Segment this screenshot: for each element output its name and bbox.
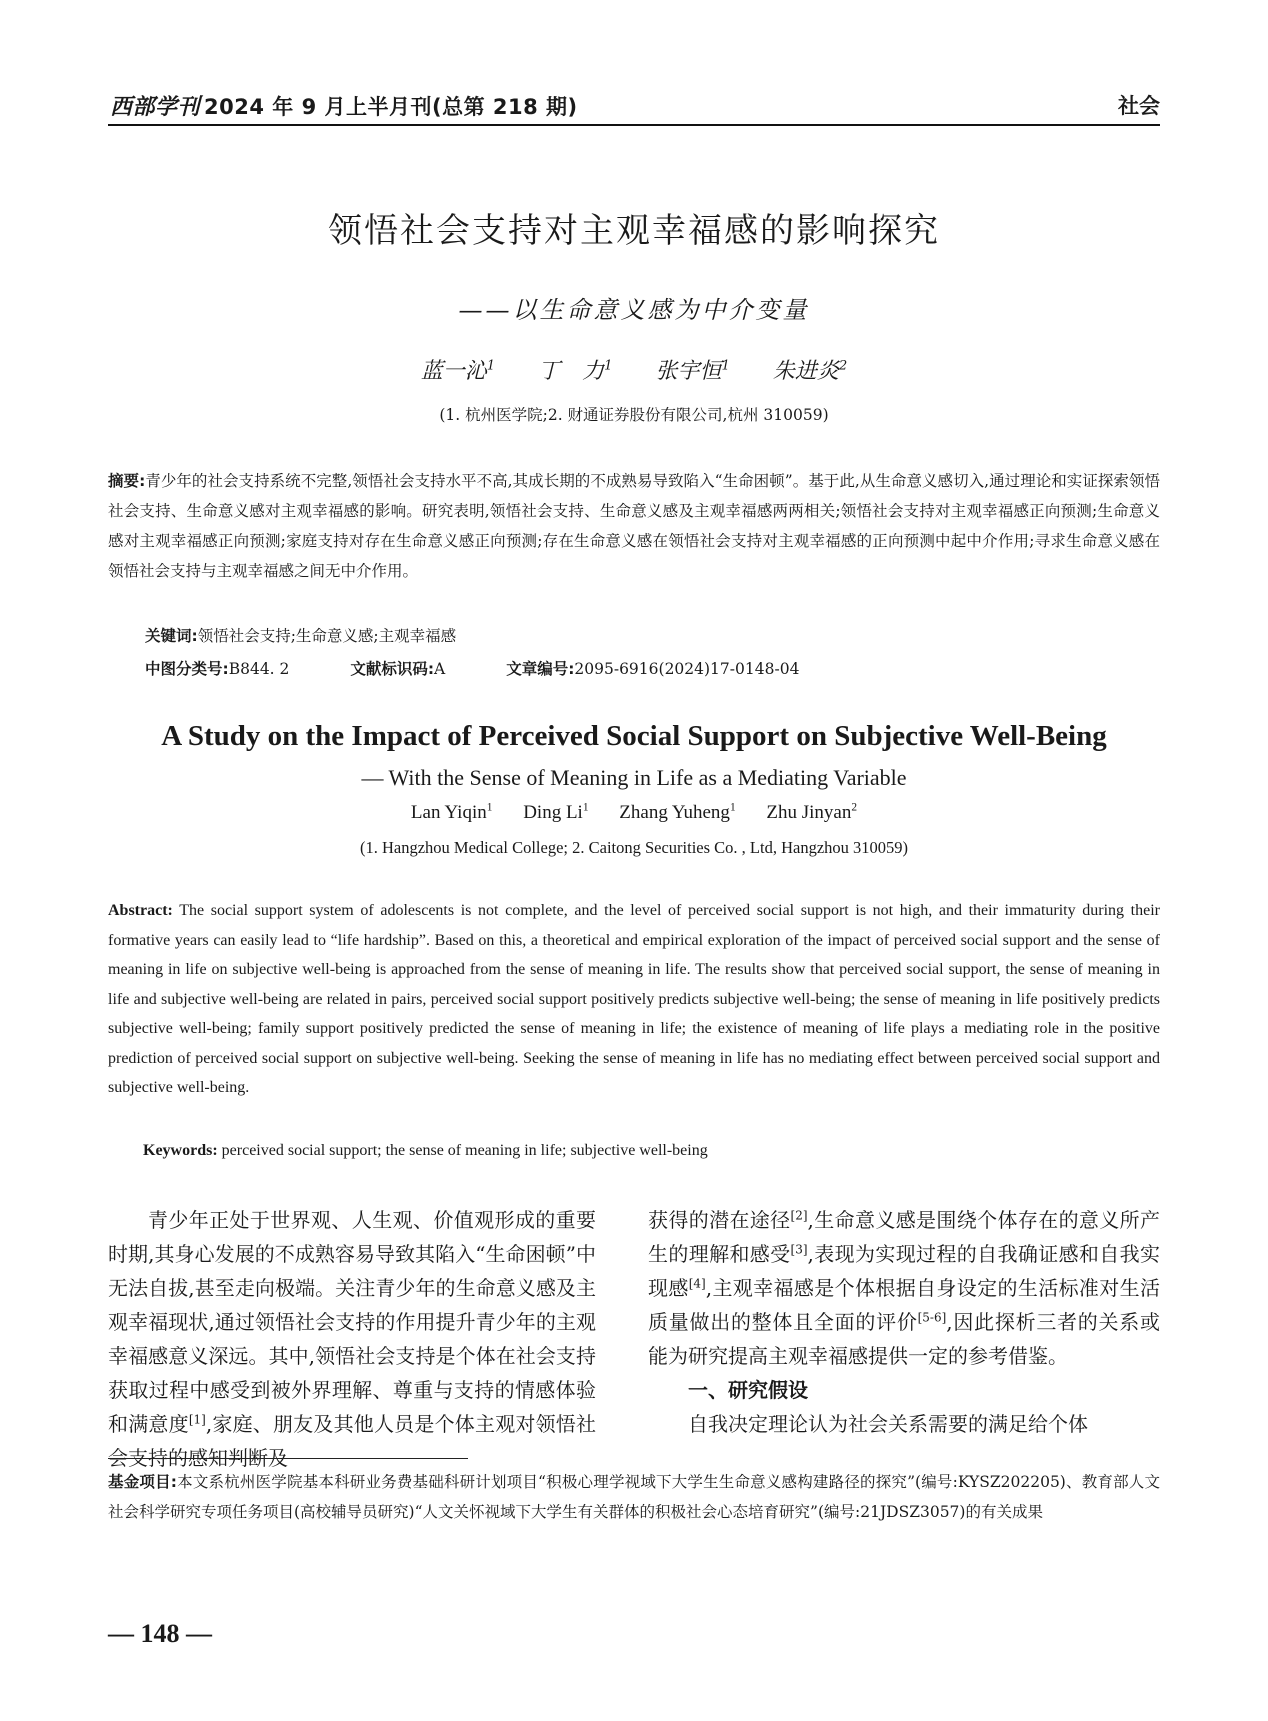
section-heading: 一、研究假设 [688, 1378, 808, 1402]
keywords-cn-label: 关键词: [145, 627, 198, 645]
body-paragraph: 获得的潜在途径[2],生命意义感是围绕个体存在的意义所产生的理解和感受[3],表现为实现过程的自我确证感和自我实现感[4],主观幸福感是个体根据自身设定的生活标准对生活质量做出的整体且全面的评价[5-6],因此探析三者的关系或能为研究提高主观幸福感提供一定的参考借鉴。 [648, 1208, 1161, 1368]
body-paragraph: 青少年正处于世界观、人生观、价值观形成的重要时期,其身心发展的不成熟容易导致其陷入“生命困顿”中无法自拔,甚至走向极端。关注青少年的生命意义感及主观幸福现状,通过领悟社会支持的作用提升青少年的主观幸福感意义深远。其中,领悟社会支持是个体在社会支持获取过程中感受到被外界理解、尊重与支持的情感体验和满意度[1],家庭、朋友及其他人员是个体主观对领悟社会支持的感知判断及 [108, 1208, 597, 1470]
abstract-en [108, 896, 1160, 1103]
header-rule [108, 124, 1160, 126]
abstract-en-label: Abstract: [108, 902, 173, 919]
keywords-cn-text: 领悟社会支持;生命意义感;主观幸福感 [197, 627, 457, 645]
citation-ref: [5-6] [917, 1310, 947, 1325]
citation-ref: [4] [688, 1276, 706, 1291]
running-header-left [110, 90, 578, 121]
author-en: Zhu Jinyan$^2$ [766, 801, 858, 823]
author-cn: 丁 力$^1$ [538, 358, 613, 384]
author-cn: 朱进炎$^2$ [772, 358, 848, 384]
footnote-label: 基金项目: [108, 1473, 177, 1491]
section-label: 社会 [1118, 94, 1160, 118]
affiliation-cn: (1. 杭州医学院;2. 财通证券股份有限公司,杭州 310059) [439, 406, 829, 424]
doc-code: 文献标识码:A [350, 660, 446, 678]
citation-ref: [2] [790, 1208, 808, 1223]
body-column-left [108, 1203, 596, 1475]
author-en: Ding Li$^1$ [523, 801, 589, 823]
page-title-cn: 领悟社会支持对主观幸福感的影响探究 [328, 211, 940, 251]
citation-ref: [3] [790, 1242, 808, 1257]
authors-en [0, 802, 1268, 824]
page-title-en: A Study on the Impact of Perceived Social Support on Subjective Well-Being [161, 720, 1107, 752]
footnote-text: 本文系杭州医学院基本科研业务费基础科研计划项目“积极心理学视域下大学生生命意义感构建路径的探究”(编号:KYSZ202205)、教育部人文社会科学研究专项任务项目(高校辅导员研究)“人文关怀视域下大学生有关群体的积极社会心态培育研究”(编号:21JDSZ3057)的有关成果 [108, 1473, 1160, 1521]
keywords-cn [145, 624, 456, 646]
abstract-cn-label: 摘要: [108, 472, 146, 490]
abstract-en-text: The social support system of adolescents is not complete, and the level of perceived social support is not high, and their immaturity during their formative years can easily lead to “life hardship”. Based on this, a theoretical and empirical exploration of the impact of perceived social support and the sense of meaning in life on subjective well-being is approached from the sense of meaning in life. The results show that perceived social support, the sense of meaning in life and subjective well-being are related in pairs, perceived social support positively predicts subjective well-being; the sense of meaning in life positively predicts subjective well-being; family support positively predicted the sense of meaning in life; the existence of meaning of life plays a mediating role in the positive prediction of perceived social support on subjective well-being. Seeking the sense of meaning in life has no mediating effect between perceived social support and subjective well-being. [108, 902, 1160, 1096]
subtitle-cn: ——以生命意义感为中介变量 [458, 296, 810, 324]
author-en: Lan Yiqin$^1$ [410, 801, 493, 823]
keywords-en-text: perceived social support; the sense of meaning in life; subjective well-being [221, 1142, 708, 1159]
journal-logo: 西部学刊 [110, 94, 201, 120]
article-code: 文章编号:2095-6916(2024)17-0148-04 [506, 660, 800, 678]
page-number: — 148 — [108, 1619, 212, 1648]
keywords-en [143, 1142, 708, 1160]
abstract-cn-text: 青少年的社会支持系统不完整,领悟社会支持水平不高,其成长期的不成熟易导致陷入“生命困顿”。基于此,从生命意义感切入,通过理论和实证探索领悟社会支持、生命意义感对主观幸福感的影响。研究表明,领悟社会支持、生命意义感及主观幸福感两两相关;领悟社会支持对主观幸福感正向预测;生命意义感对主观幸福感正向预测;家庭支持对存在生命意义感正向预测;存在生命意义感在领悟社会支持对主观幸福感的正向预测中起中介作用;寻求生命意义感在领悟社会支持与主观幸福感之间无中介作用。 [108, 472, 1160, 580]
affiliation-en: (1. Hangzhou Medical College; 2. Caitong Securities Co. , Ltd, Hangzhou 310059) [359, 838, 909, 857]
issue-info: 2024 年 9 月上半月刊(总第 218 期) [204, 95, 578, 119]
clc-code: 中图分类号:B844. 2 [145, 660, 290, 678]
subtitle-en: — With the Sense of Meaning in Life as a Mediating Variable [361, 765, 907, 790]
keywords-en-label: Keywords: [143, 1142, 218, 1159]
author-cn: 张宇恒$^1$ [655, 358, 730, 384]
footnote-rule [108, 1458, 468, 1459]
author-en: Zhang Yuheng$^1$ [619, 801, 736, 823]
funding-footnote [108, 1467, 1160, 1527]
authors-cn [0, 354, 1268, 385]
classification-meta [145, 657, 855, 679]
abstract-cn [108, 466, 1160, 586]
author-cn: 蓝一沁$^1$ [420, 358, 496, 384]
body-column-right [648, 1203, 1160, 1441]
citation-ref: [1] [188, 1412, 206, 1427]
body-paragraph: 自我决定理论认为社会关系需要的满足给个体 [688, 1412, 1088, 1436]
